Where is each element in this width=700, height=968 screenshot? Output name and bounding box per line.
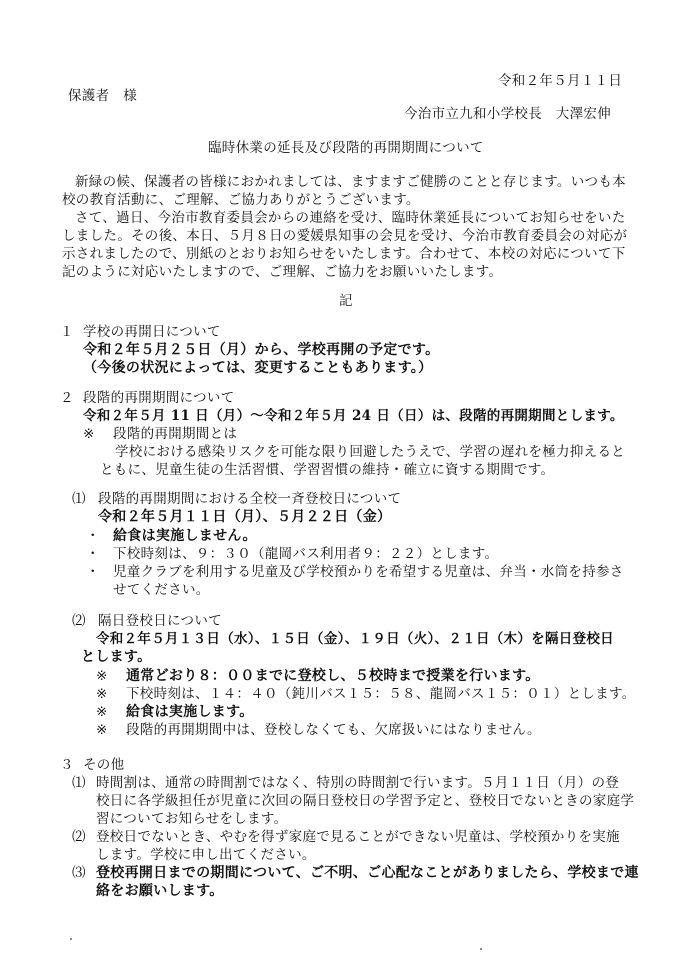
section2-period: 令和２年５月 11 日（月）～令和２年５月 24 日（日）は、段階的再開期間とします。	[83, 408, 624, 424]
section1-reopen-date: 令和２年５月２５日（月）から、学校再開の予定です。	[83, 342, 440, 358]
note-mark: ※	[96, 704, 108, 720]
section3-item: 絡をお願いします。	[96, 883, 224, 899]
note-mark: ※	[96, 722, 108, 738]
section3-item: します。学校に申し出てください。	[96, 847, 316, 863]
ki-heading: 記	[339, 293, 353, 309]
bullet: ・	[86, 546, 100, 562]
section2-number: ２	[60, 390, 74, 406]
section3-number: ３	[60, 757, 74, 773]
section1-number: １	[60, 324, 74, 340]
scan-speck	[70, 938, 72, 940]
intro-line: さて、過日、今治市教育委員会からの連絡を受け、臨時休業延長についてお知らせをいた	[75, 210, 626, 226]
sub2-number: ⑵	[72, 613, 86, 629]
sub1-item: 給食は実施しません。	[113, 528, 257, 544]
section3-item: 校日に各学級担任が児童に次回の隔日登校日の学習予定と、登校日でないときの家庭学	[96, 793, 635, 809]
note-mark: ※	[96, 686, 108, 702]
sub1-number: ⑴	[72, 491, 86, 507]
section1-note: （今後の状況によっては、変更することもあります。）	[83, 360, 433, 376]
note-mark: ※	[83, 426, 95, 442]
sub1-item: 下校時刻は、９：３０（龍岡バス利用者９：２２）とします。	[113, 546, 499, 562]
section3-item-number: ⑴	[72, 775, 86, 791]
intro-line: 記のように対応いたしますので、ご理解、ご協力をお願いいたします。	[62, 264, 503, 280]
section1-title: 学校の再開日について	[83, 324, 221, 340]
addressee: 保護者 様	[68, 88, 137, 104]
sub2-note: 通常どおり８：００までに登校し、５校時まで授業を行います。	[126, 668, 540, 684]
sub1-item: せてください。	[113, 582, 210, 598]
section3-item-number: ⑵	[72, 829, 86, 845]
scan-speck	[480, 948, 482, 950]
sub1-dates: 令和２年５月１１日（月）、５月２２日（金）	[98, 509, 392, 525]
bullet: ・	[86, 528, 100, 544]
sub2-dates: 令和２年５月１３日（水）、１５日（金）、１９日（火）、２１日（木）を隔日登校日	[96, 631, 614, 647]
intro-line: しました。その後、本日、５月８日の愛媛県知事の会見を受け、今治市教育委員会の対応が	[62, 228, 628, 244]
letter-title: 臨時休業の延長及び段階的再開期間について	[208, 140, 484, 156]
sub2-note: 給食は実施します。	[126, 704, 254, 720]
sub1-title: 段階的再開期間における全校一斉登校日について	[98, 491, 402, 507]
section3-item: 時間割は、通常の時間割ではなく、特別の時間割で行います。５月１１日（月）の登	[96, 775, 620, 791]
sub2-title: 隔日登校日について	[98, 613, 222, 629]
sub2-note: 下校時刻は、１４：４０（鈍川バス１５：５８、龍岡バス１５：０１）とします。	[126, 686, 636, 702]
letter-date: 令和２年５月１１日	[498, 73, 623, 89]
sender-name: 今治市立九和小学校長 大澤宏伸	[404, 106, 611, 122]
definition-title: 段階的再開期間とは	[113, 426, 238, 442]
intro-line: 新緑の候、保護者の皆様におかれましては、ますますご健勝のことと存じます。いつも本	[75, 174, 626, 190]
section2-title: 段階的再開期間について	[83, 390, 235, 406]
section3-item: 登校日でないとき、やむを得ず家庭で見ることができない児童は、学校預かりを実施	[96, 829, 620, 845]
sub2-note: 段階的再開期間中は、登校しなくても、欠席扱いにはなりません。	[126, 722, 541, 738]
note-mark: ※	[96, 668, 108, 684]
intro-line: 校の教育活動に、ご理解、ご協力ありがとうございます。	[62, 192, 420, 208]
sub2-dates: とします。	[81, 649, 152, 665]
intro-line: 示されましたので、別紙のとおりお知らせをいたします。合わせて、本校の対応について下	[62, 246, 626, 262]
section3-item-number: ⑶	[72, 865, 86, 881]
sub1-item: 児童クラブを利用する児童及び学校預かりを希望する児童は、弁当・水筒を持参さ	[113, 564, 624, 580]
section3-item: 登校再開日までの期間について、ご不明、ご心配なことがありましたら、学校まで連	[96, 865, 639, 881]
definition-line: ともに、児童生徒の生活習慣、学習習慣の維持・確立に資する期間です。	[100, 462, 555, 478]
bullet: ・	[86, 564, 100, 580]
section3-title: その他	[83, 757, 125, 773]
definition-line: 学校における感染リスクを可能な限り回避したうえで、学習の遅れを極力抑えると	[115, 444, 626, 460]
section3-item: 習についてお知らせをします。	[96, 811, 288, 827]
